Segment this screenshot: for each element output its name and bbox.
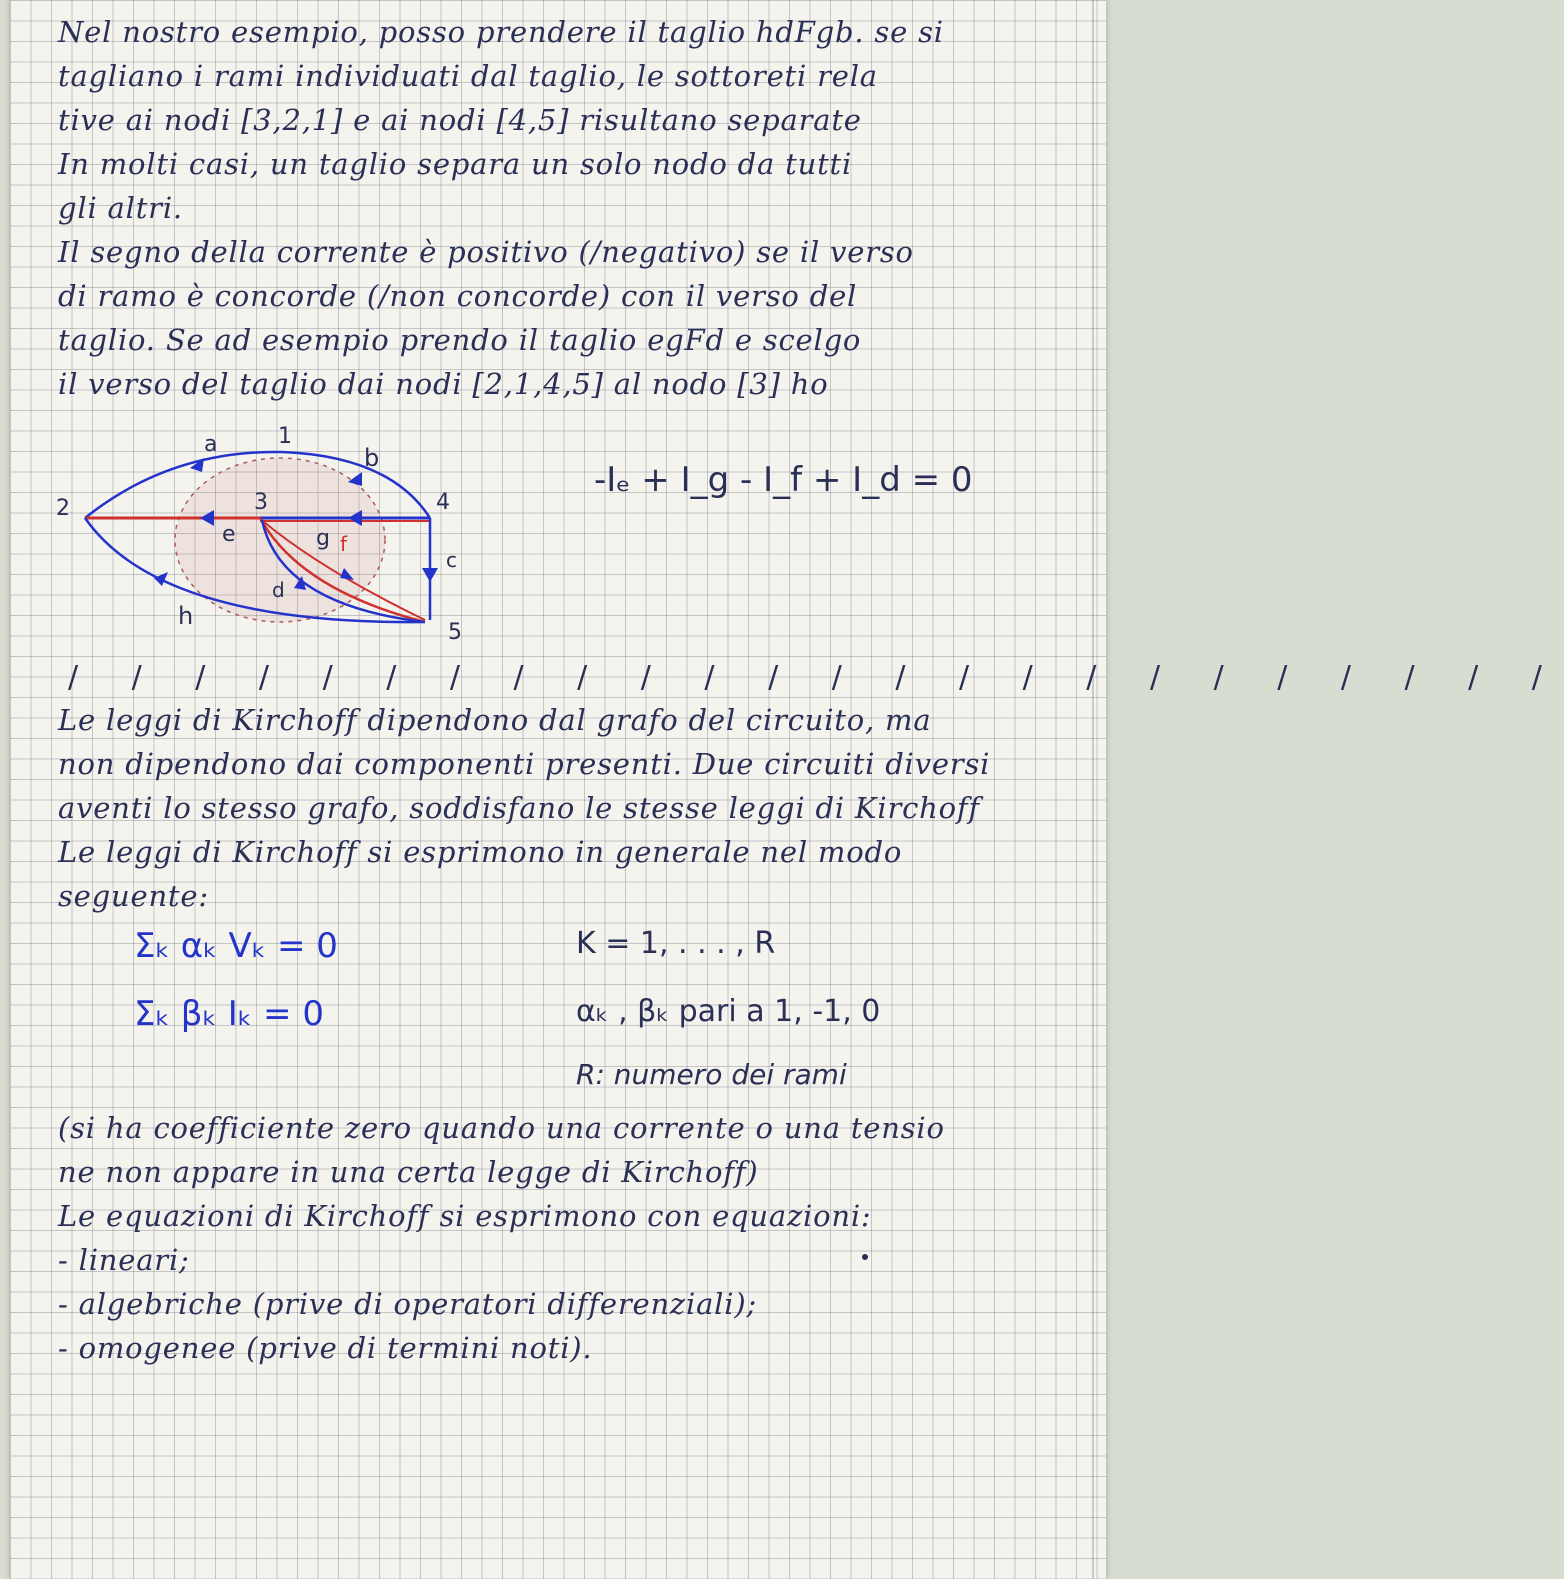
text-line-3: tive ai nodi [3,2,1] e ai nodi [4,5] risultano separate: [58, 103, 862, 137]
text3-line-1: (si ha coefficiente zero quando una corrente o una tensio: [58, 1111, 945, 1145]
text-line-2: tagliano i rami individuati dal taglio, le sottoreti rela: [58, 59, 878, 93]
r-definition: R: numero dei rami: [576, 1058, 847, 1091]
arrow-a: [190, 458, 204, 472]
text-line-4: In molti casi, un taglio separa un solo nodo da tutti: [58, 147, 853, 181]
branch-label-d: d: [272, 578, 285, 602]
node-label-5: 5: [448, 620, 462, 645]
text-line-9: il verso del taglio dai nodi [2,1,4,5] al nodo [3] ho: [58, 367, 829, 401]
node-label-1: 1: [278, 424, 292, 449]
text-line-8: taglio. Se ad esempio prendo il taglio egFd e scelgo: [58, 323, 862, 357]
text3-line-2: ne non appare in una certa legge di Kirchoff): [58, 1155, 759, 1189]
notebook-page: [10, 0, 1564, 1579]
branch-label-h: h: [178, 602, 194, 630]
text3-line-5: - algebriche (prive di operatori differenziali);: [58, 1287, 757, 1321]
text3-line-4: - lineari;: [58, 1243, 190, 1277]
text2-line-4: Le leggi di Kirchoff si esprimono in generale nel modo: [58, 835, 903, 869]
branch-label-b: b: [364, 444, 380, 472]
text2-line-2: non dipendono dai componenti presenti. Due circuiti diversi: [58, 747, 991, 781]
circuit-graph: [50, 420, 510, 650]
text3-line-6: - omogenee (prive di termini noti).: [58, 1331, 593, 1365]
section-divider: / / / / / / / / / / / / / / / / / / / / / / / /: [68, 660, 1564, 695]
text-line-7: di ramo è concorde (/non concorde) con il verso del: [58, 279, 858, 313]
text-line-1: Nel nostro esempio, posso prendere il taglio hdFgb. se si: [58, 15, 944, 49]
text2-line-3: aventi lo stesso grafo, soddisfano le stesse leggi di Kirchoff: [58, 791, 980, 825]
branch-label-c: c: [446, 548, 457, 572]
k-range: K = 1, . . . , R: [576, 926, 776, 961]
node-label-4: 4: [436, 490, 450, 515]
kcl-formula: Σₖ βₖ Iₖ = 0: [134, 994, 324, 1034]
ink-dot: [862, 1254, 868, 1260]
text-line-5: gli altri.: [58, 191, 183, 225]
arrow-h: [154, 572, 168, 586]
node-label-3: 3: [254, 490, 268, 515]
text-line-6: Il segno della corrente è positivo (/negativo) se il verso: [58, 235, 914, 269]
coefficients: αₖ , βₖ pari a 1, -1, 0: [576, 994, 881, 1029]
branch-label-a: a: [204, 432, 218, 457]
cut-equation: -Iₑ + I_g - I_f + I_d = 0: [594, 460, 973, 500]
branch-label-g: g: [316, 526, 330, 551]
node-label-2: 2: [56, 496, 70, 521]
text3-line-3: Le equazioni di Kirchoff si esprimono con equazioni:: [58, 1199, 872, 1233]
arrow-c: [422, 568, 438, 582]
kvl-formula: Σₖ αₖ Vₖ = 0: [134, 926, 338, 966]
branch-label-e: e: [222, 522, 236, 547]
text2-line-1: Le leggi di Kirchoff dipendono dal grafo del circuito, ma: [58, 703, 932, 737]
text2-line-5: seguente:: [58, 879, 209, 913]
branch-label-f: f: [340, 532, 348, 556]
